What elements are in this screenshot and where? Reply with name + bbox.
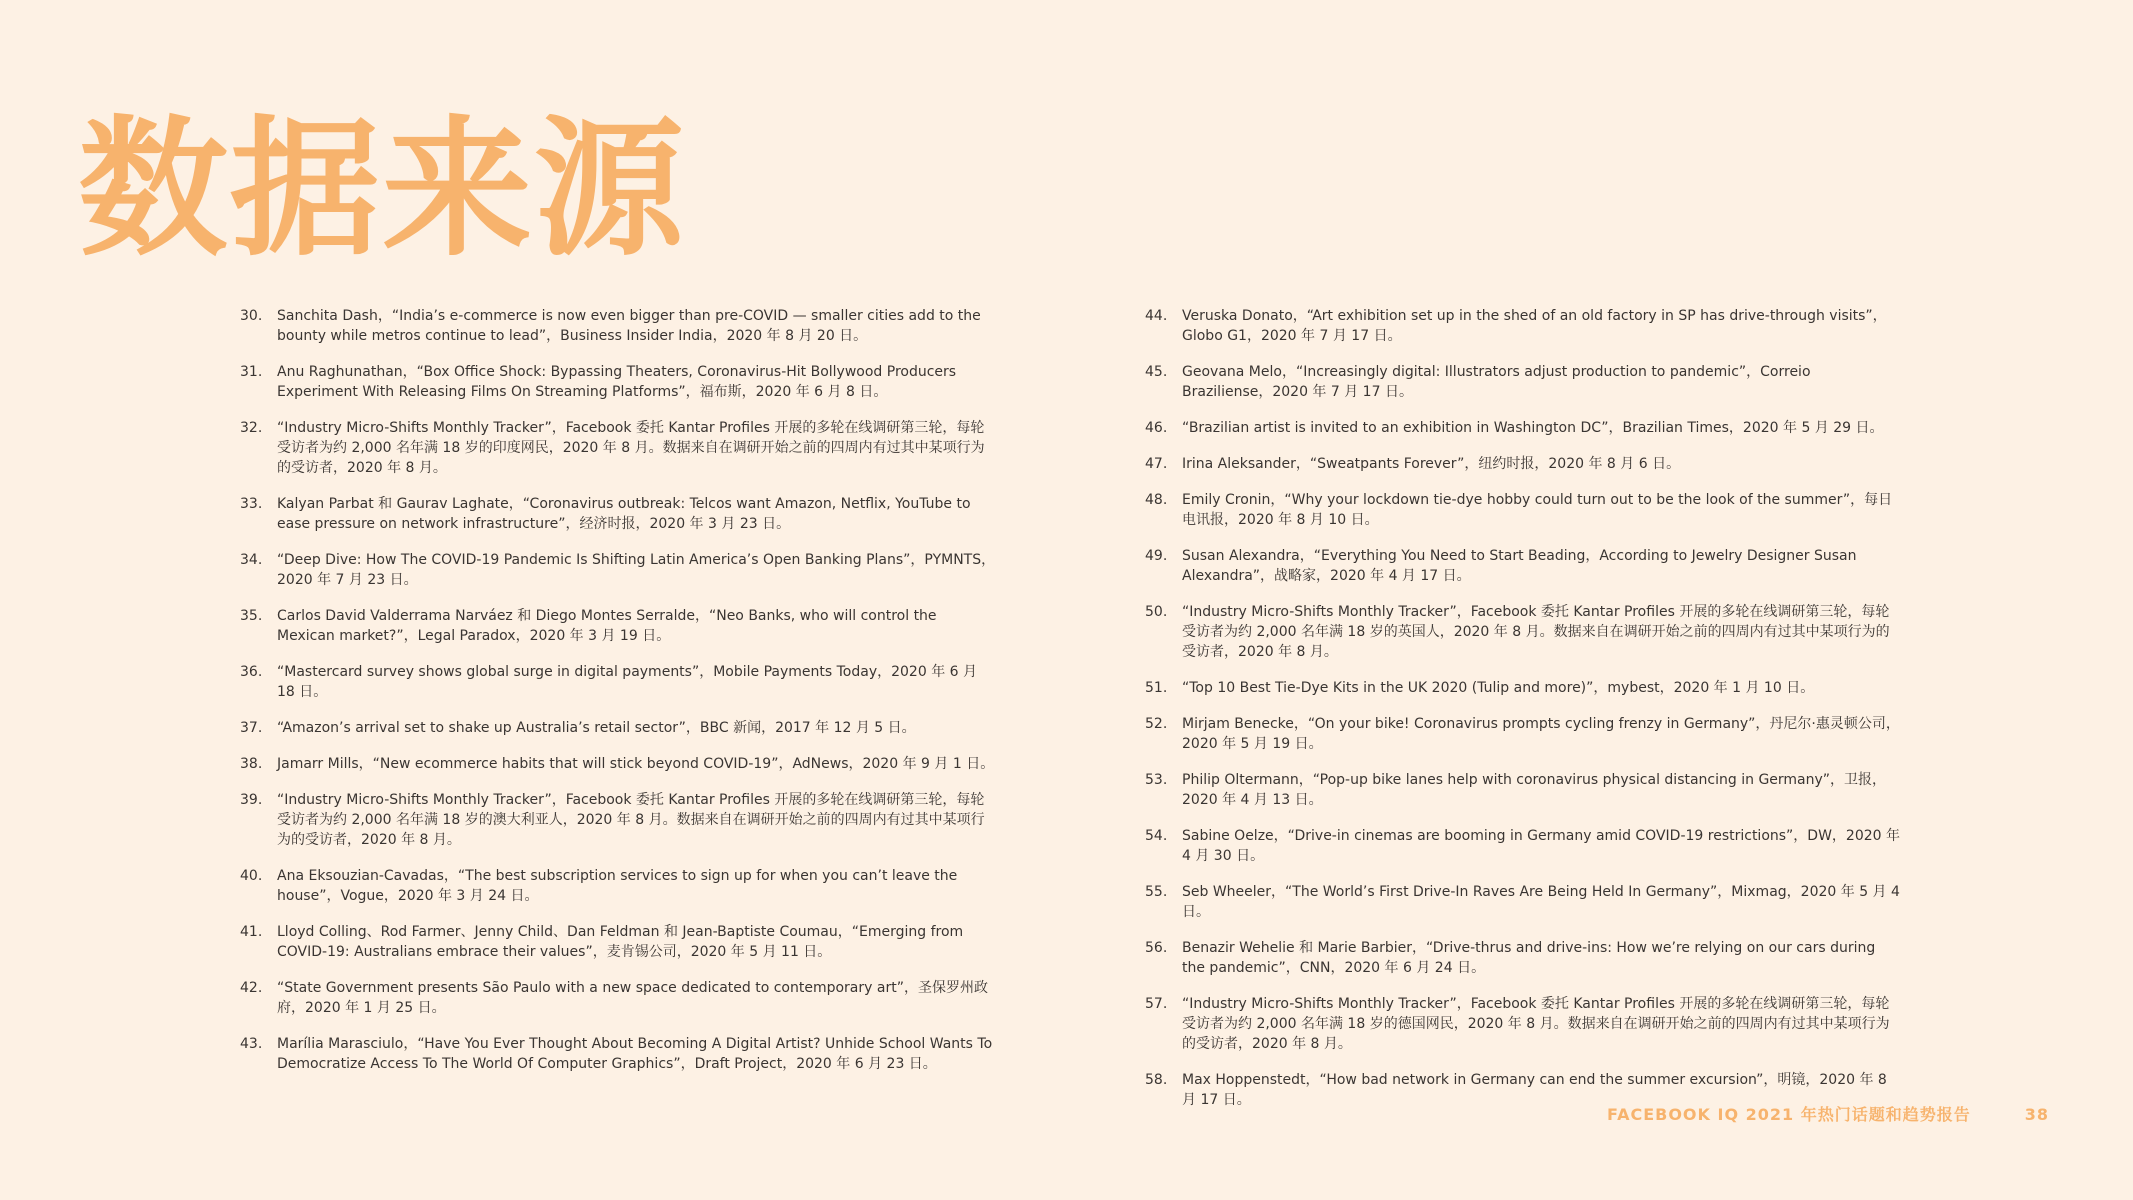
reference-text: Mirjam Benecke，“On your bike! Coronavirus prompts cycling frenzy in Germany”，丹尼尔·惠灵顿公司，2020 年 5 月 19 日。 [1182, 716, 1900, 752]
reference-item [1145, 602, 1905, 662]
reference-number: 34. [240, 552, 263, 568]
reference-text: Ana Eksouzian-Cavadas，“The best subscription services to sign up for when you can’t leave the house”，Vogue，2020 年 3 月 24 日。 [277, 868, 958, 904]
reference-item [1145, 994, 1905, 1054]
reference-item [240, 866, 1000, 906]
reference-item [1145, 490, 1905, 530]
reference-item [240, 494, 1000, 534]
reference-text: “Industry Micro-Shifts Monthly Tracker”，Facebook 委托 Kantar Profiles 开展的多轮在线调研第三轮，每轮受访者为约 2,000 名年满 18 岁的英国人，2020 年 8 月。数据来自在调研开始之前的四周内有过其中某项行为的受访者，2020 年 8 月。 [1182, 604, 1890, 660]
reference-text: “Brazilian artist is invited to an exhibition in Washington DC”，Brazilian Times，2020 年 5 月 29 日。 [1182, 420, 1884, 436]
reference-item [240, 922, 1000, 962]
report-title: FACEBOOK IQ 2021 年热门话题和趋势报告 [1606, 1105, 1971, 1124]
reference-number: 53. [1145, 772, 1168, 788]
reference-text: “Mastercard survey shows global surge in digital payments”，Mobile Payments Today，2020 年 6 月 18 日。 [277, 664, 978, 700]
reference-text: Marília Marasciulo，“Have You Ever Thought About Becoming A Digital Artist? Unhide School Wants To Democratize Access To The World Of Computer Graphics”，Draft Project，2020 年 6 月 23 日。 [277, 1036, 993, 1072]
reference-number: 52. [1145, 716, 1168, 732]
reference-item [240, 1034, 1000, 1074]
reference-number: 46. [1145, 420, 1168, 436]
reference-text: Kalyan Parbat 和 Gaurav Laghate，“Coronavirus outbreak: Telcos want Amazon, Netflix, YouTube to ease pressure on network infrastructure”，经济时报，2020 年 3 月 23 日。 [277, 496, 971, 532]
reference-text: “Top 10 Best Tie-Dye Kits in the UK 2020 (Tulip and more)”，mybest，2020 年 1 月 10 日。 [1182, 680, 1815, 696]
reference-number: 49. [1145, 548, 1168, 564]
reference-number: 39. [240, 792, 263, 808]
reference-text: Irina Aleksander，“Sweatpants Forever”，纽约时报，2020 年 8 月 6 日。 [1182, 456, 1681, 472]
reference-text: “Industry Micro-Shifts Monthly Tracker”，Facebook 委托 Kantar Profiles 开展的多轮在线调研第三轮，每轮受访者为约 2,000 名年满 18 岁的澳大利亚人，2020 年 8 月。数据来自在调研开始之前的四周内有过其中某项行为的受访者，2020 年 8 月。 [277, 792, 985, 848]
reference-number: 43. [240, 1036, 263, 1052]
reference-item [240, 790, 1000, 850]
reference-text: Susan Alexandra，“Everything You Need to Start Beading，According to Jewelry Designer Susan Alexandra”，战略家，2020 年 4 月 17 日。 [1182, 548, 1857, 584]
reference-number: 36. [240, 664, 263, 680]
reference-text: Benazir Wehelie 和 Marie Barbier，“Drive-thrus and drive-ins: How we’re relying on our cars during the pandemic”，CNN，2020 年 6 月 24 日。 [1182, 940, 1876, 976]
reference-item [1145, 938, 1905, 978]
page-number: 38 [2024, 1105, 2049, 1124]
reference-text: “Industry Micro-Shifts Monthly Tracker”，Facebook 委托 Kantar Profiles 开展的多轮在线调研第三轮，每轮受访者为约 2,000 名年满 18 岁的德国网民，2020 年 8 月。数据来自在调研开始之前的四周内有过其中某项行为的受访者，2020 年 8 月。 [1182, 996, 1890, 1052]
reference-number: 54. [1145, 828, 1168, 844]
reference-item [240, 754, 1000, 774]
reference-item [240, 362, 1000, 402]
reference-number: 31. [240, 364, 263, 380]
reference-number: 35. [240, 608, 263, 624]
reference-number: 37. [240, 720, 263, 736]
reference-text: Jamarr Mills，“New ecommerce habits that will stick beyond COVID-19”，AdNews，2020 年 9 月 1 日。 [277, 756, 995, 772]
reference-text: “Industry Micro-Shifts Monthly Tracker”，Facebook 委托 Kantar Profiles 开展的多轮在线调研第三轮，每轮受访者为约 2,000 名年满 18 岁的印度网民，2020 年 8 月。数据来自在调研开始之前的四周内有过其中某项行为的受访者，2020 年 8 月。 [277, 420, 985, 476]
reference-number: 38. [240, 756, 263, 772]
reference-text: “Amazon’s arrival set to shake up Australia’s retail sector”，BBC 新闻，2017 年 12 月 5 日。 [277, 720, 916, 736]
reference-number: 44. [1145, 308, 1168, 324]
reference-item [1145, 306, 1905, 346]
reference-text: Sabine Oelze，“Drive-in cinemas are booming in Germany amid COVID-19 restrictions”，DW，2020 年 4 月 30 日。 [1182, 828, 1901, 864]
reference-number: 30. [240, 308, 263, 324]
reference-text: Anu Raghunathan，“Box Office Shock: Bypassing Theaters, Coronavirus-Hit Bollywood Producers Experiment With Releasing Films On Streaming Platforms”，福布斯，2020 年 6 月 8 日。 [277, 364, 957, 400]
reference-item [1145, 454, 1905, 474]
reference-text: Carlos David Valderrama Narváez 和 Diego Montes Serralde，“Neo Banks, who will control the Mexican market?”，Legal Paradox，2020 年 3 月 19 日。 [277, 608, 937, 644]
reference-text: Max Hoppenstedt，“How bad network in Germany can end the summer excursion”，明镜，2020 年 8 月 17 日。 [1182, 1072, 1887, 1108]
page-footer [1607, 1102, 2049, 1125]
reference-item [1145, 714, 1905, 754]
reference-number: 42. [240, 980, 263, 996]
reference-item [1145, 418, 1905, 438]
reference-item [240, 718, 1000, 738]
reference-text: Sanchita Dash，“India’s e-commerce is now even bigger than pre-COVID — smaller cities add to the bounty while metros continue to lead”，Business Insider India，2020 年 8 月 20 日。 [277, 308, 981, 344]
reference-item [240, 662, 1000, 702]
reference-text: Lloyd Colling、Rod Farmer、Jenny Child、Dan Feldman 和 Jean-Baptiste Coumau，“Emerging from COVID-19: Australians embrace their values”，麦肯锡公司，2020 年 5 月 11 日。 [277, 924, 964, 960]
reference-item [1145, 678, 1905, 698]
reference-item [240, 978, 1000, 1018]
reference-item [240, 550, 1000, 590]
reference-number: 41. [240, 924, 263, 940]
reference-number: 58. [1145, 1072, 1168, 1088]
reference-text: Geovana Melo，“Increasingly digital: Illustrators adjust production to pandemic”，Correio Braziliense，2020 年 7 月 17 日。 [1182, 364, 1811, 400]
reference-list-left [240, 306, 1000, 1090]
reference-item [240, 606, 1000, 646]
reference-number: 55. [1145, 884, 1168, 900]
reference-item [1145, 826, 1905, 866]
reference-text: “State Government presents São Paulo with a new space dedicated to contemporary art”，圣保罗州政府，2020 年 1 月 25 日。 [277, 980, 988, 1016]
reference-number: 50. [1145, 604, 1168, 620]
reference-item [1145, 770, 1905, 810]
reference-item [240, 306, 1000, 346]
reference-item [1145, 882, 1905, 922]
reference-text: Seb Wheeler，“The World’s First Drive-In Raves Are Being Held In Germany”，Mixmag，2020 年 5 月 4 日。 [1182, 884, 1900, 920]
reference-item [240, 418, 1000, 478]
page-title: 数据来源 [78, 103, 687, 277]
reference-item [1145, 362, 1905, 402]
reference-text: “Deep Dive: How The COVID-19 Pandemic Is Shifting Latin America’s Open Banking Plans”，PYMNTS，2020 年 7 月 23 日。 [277, 552, 996, 588]
reference-number: 33. [240, 496, 263, 512]
reference-number: 40. [240, 868, 263, 884]
reference-number: 45. [1145, 364, 1168, 380]
reference-text: Philip Oltermann，“Pop-up bike lanes help with coronavirus physical distancing in Germany”，卫报，2020 年 4 月 13 日。 [1182, 772, 1887, 808]
reference-number: 51. [1145, 680, 1168, 696]
reference-number: 56. [1145, 940, 1168, 956]
reference-list-right [1145, 306, 1905, 1126]
reference-number: 48. [1145, 492, 1168, 508]
reference-number: 47. [1145, 456, 1168, 472]
reference-number: 32. [240, 420, 263, 436]
reference-item [1145, 546, 1905, 586]
reference-text: Emily Cronin，“Why your lockdown tie-dye hobby could turn out to be the look of the summer”，每日电讯报，2020 年 8 月 10 日。 [1182, 492, 1893, 528]
reference-number: 57. [1145, 996, 1168, 1012]
reference-text: Veruska Donato，“Art exhibition set up in the shed of an old factory in SP has drive-through visits”，Globo G1，2020 年 7 月 17 日。 [1182, 308, 1887, 344]
